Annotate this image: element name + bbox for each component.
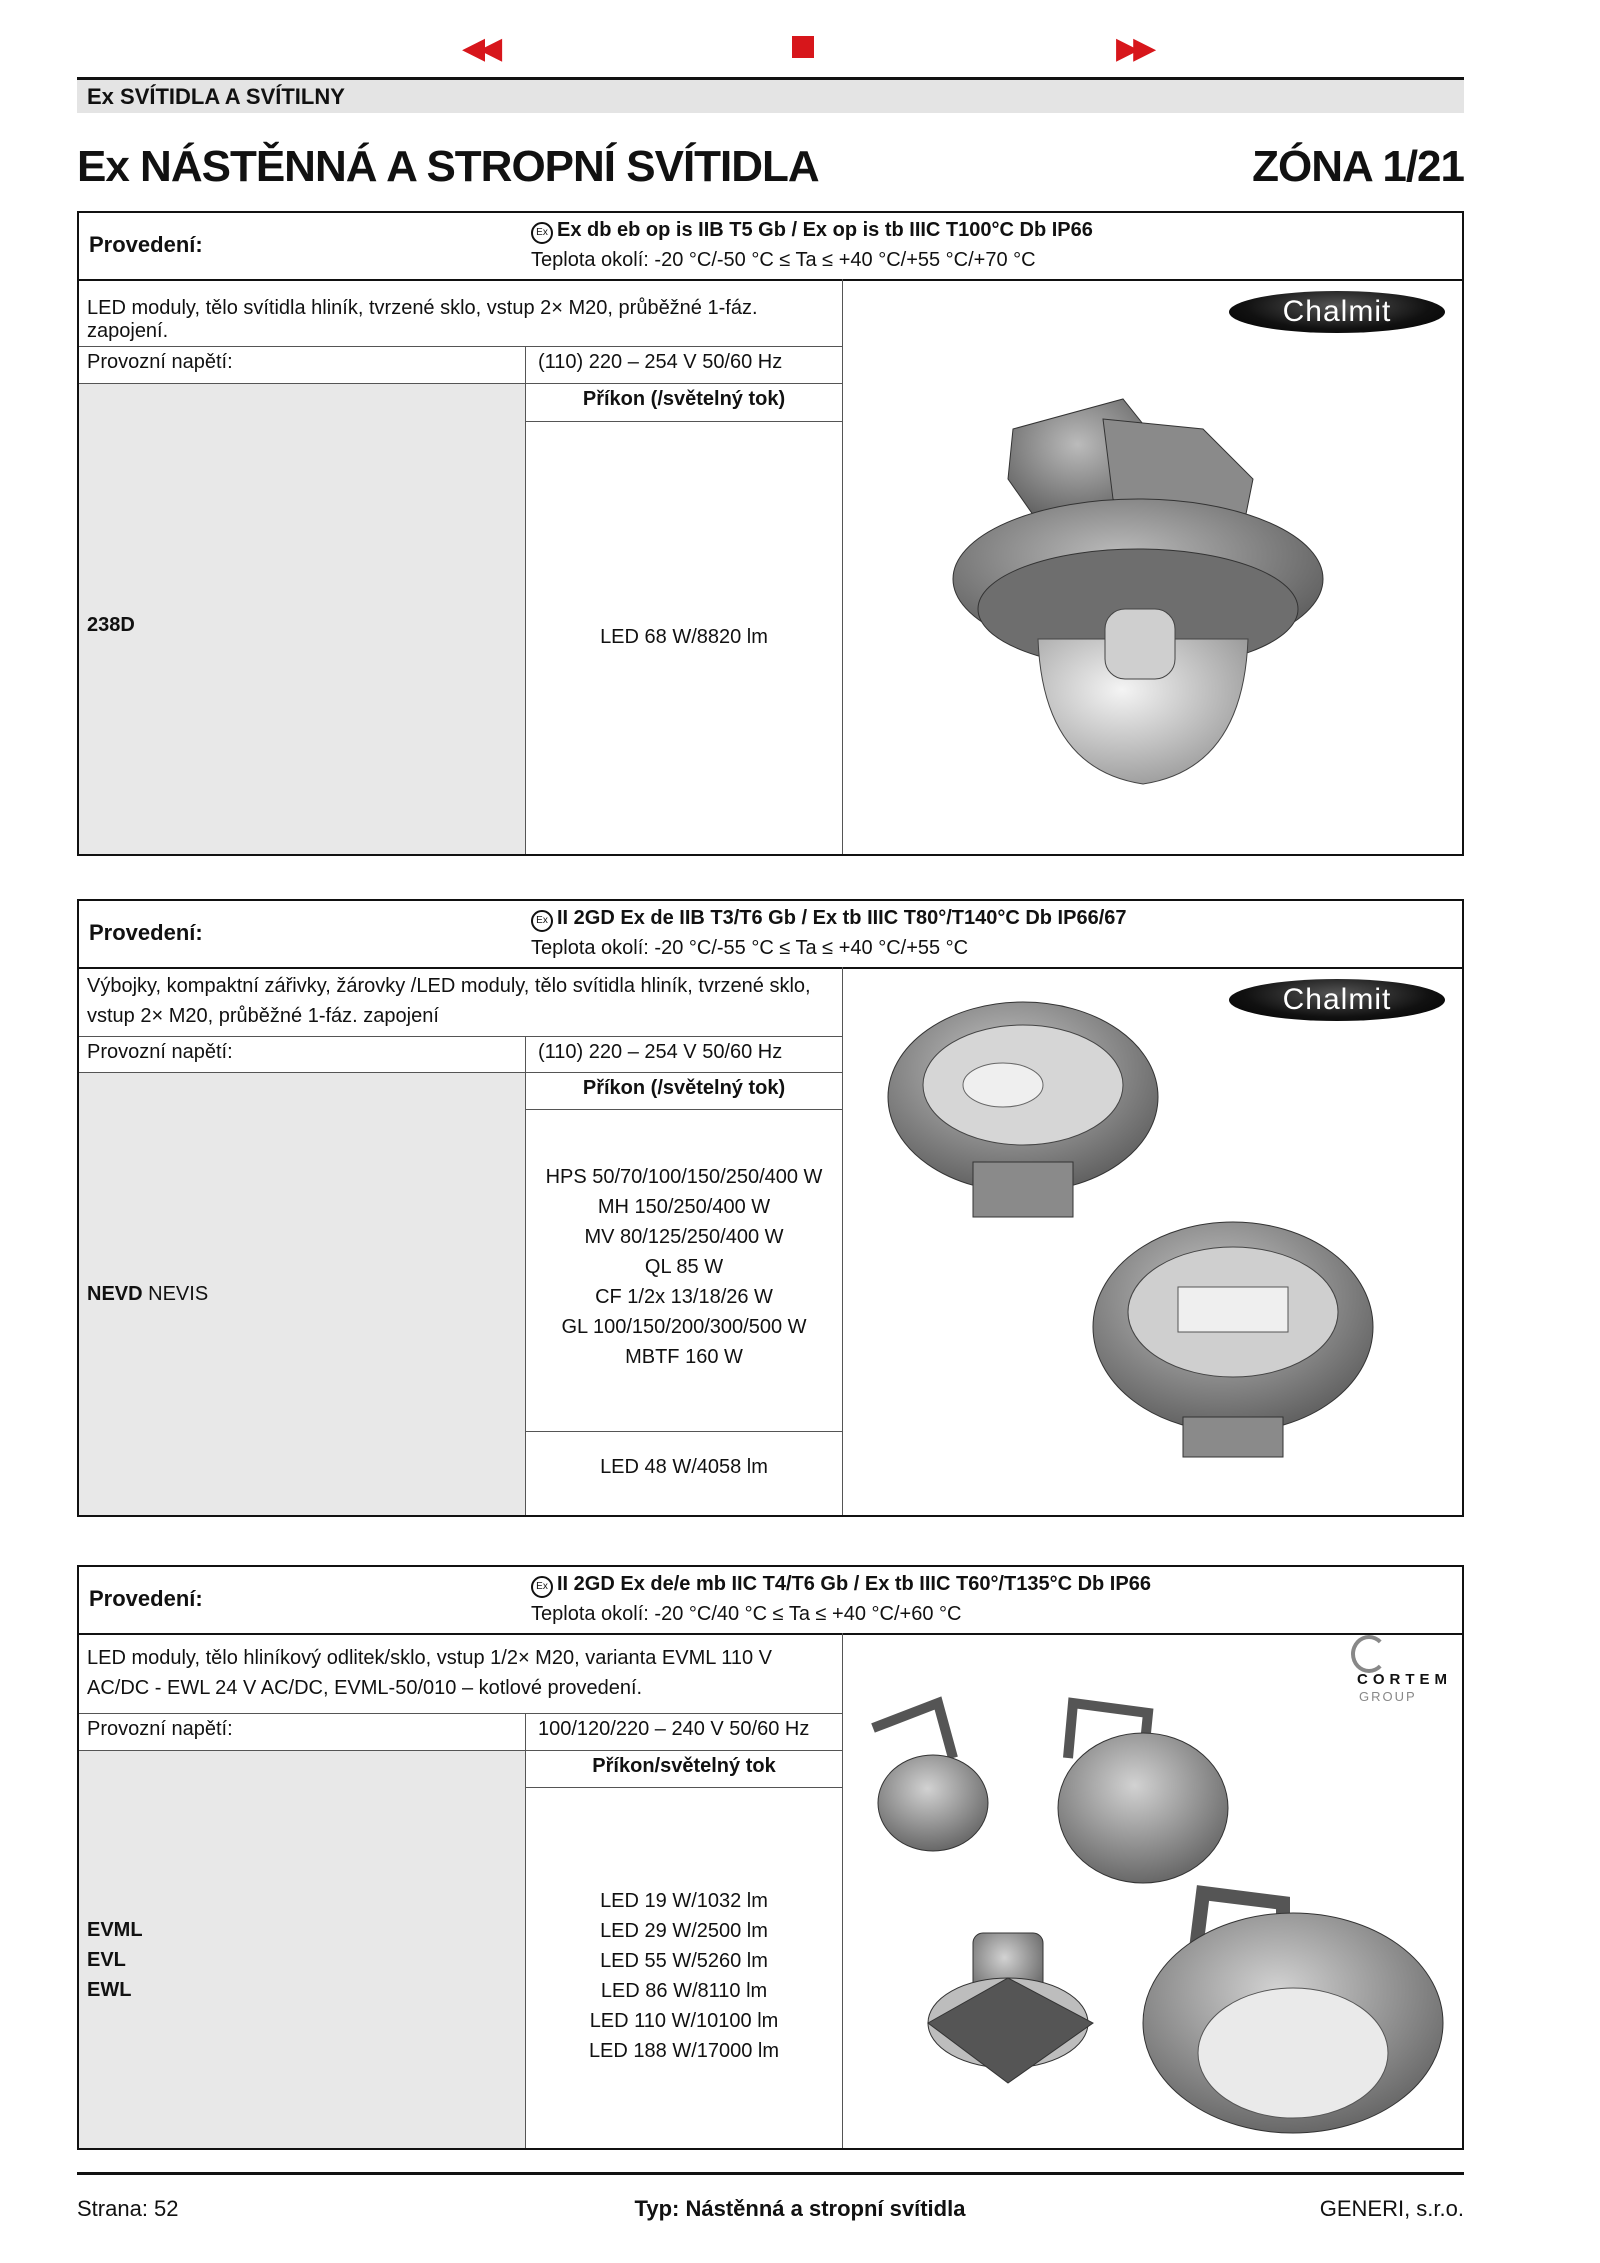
model-cell bbox=[79, 1751, 526, 2148]
voltage-value: (110) 220 – 254 V 50/60 Hz bbox=[526, 347, 843, 384]
provedeni-row bbox=[79, 1567, 1462, 1635]
cert-line-2: Teplota okolí: -20 °C/-50 °C ≤ Ta ≤ +40 °C/+55 °C/+70 °C bbox=[531, 249, 1036, 271]
power-value: LED 55 W/5260 lm bbox=[600, 1950, 768, 1972]
cert-line-2: Teplota okolí: -20 °C/40 °C ≤ Ta ≤ +40 °C/+60 °C bbox=[531, 1603, 962, 1625]
power-value: LED 188 W/17000 lm bbox=[588, 2040, 780, 2062]
ex-mark-icon: Ex bbox=[531, 222, 553, 244]
cert-line-1: II 2GD Ex de/e mb IIC T4/T6 Gb / Ex tb IIIC T60°/T135°C Db IP66 bbox=[557, 1573, 1151, 1595]
ex-mark-icon: Ex bbox=[531, 1576, 553, 1598]
description: Výbojky, kompaktní zářivky, žárovky /LED moduly, tělo svítidla hliník, tvrzené sklo, vstup 2× M20, průběžné 1-fáz. zapojení bbox=[79, 967, 843, 1037]
power-value: MBTF 160 W bbox=[625, 1346, 743, 1368]
power-value: CF 1/2x 13/18/26 W bbox=[595, 1286, 773, 1308]
cert-line-2: Teplota okolí: -20 °C/-55 °C ≤ Ta ≤ +40 °C/+55 °C bbox=[531, 937, 969, 959]
power-value: MV 80/125/250/400 W bbox=[584, 1226, 784, 1248]
voltage-label: Provozní napětí: bbox=[79, 347, 526, 384]
model-code: NEVD bbox=[87, 1283, 143, 1305]
product-238d bbox=[77, 211, 1464, 856]
provedeni-label: Provedení: bbox=[89, 920, 203, 945]
voltage-value: (110) 220 – 254 V 50/60 Hz bbox=[526, 1037, 843, 1073]
page-title: Ex NÁSTĚNNÁ A STROPNÍ SVÍTIDLA bbox=[77, 142, 819, 191]
cortem-logo-icon bbox=[1351, 1635, 1387, 1673]
power-value: LED 29 W/2500 lm bbox=[600, 1920, 768, 1942]
luminaire-238d-image bbox=[843, 279, 1462, 854]
provedeni-row bbox=[79, 213, 1462, 281]
zone-title: ZÓNA 1/21 bbox=[1252, 142, 1464, 191]
voltage-value: 100/120/220 – 240 V 50/60 Hz bbox=[526, 1714, 843, 1751]
product-image-area bbox=[843, 1633, 1462, 2148]
ex-mark-icon: Ex bbox=[531, 910, 553, 932]
chalmit-logo: Chalmit bbox=[1229, 979, 1445, 1021]
power-value: HPS 50/70/100/150/250/400 W bbox=[545, 1166, 823, 1188]
power-value: QL 85 W bbox=[644, 1256, 724, 1278]
power-led: LED 48 W/4058 lm bbox=[526, 1432, 843, 1515]
power-value: MH 150/250/400 W bbox=[597, 1196, 771, 1218]
footer-company: GENERI, s.r.o. bbox=[1319, 2196, 1464, 2221]
model-cell bbox=[79, 384, 526, 854]
power-value: LED 110 W/10100 lm bbox=[589, 2010, 779, 2032]
model-name: EVML bbox=[87, 1919, 143, 1941]
next-page-icon[interactable]: ▶▶ bbox=[1116, 32, 1151, 65]
power-header: Příkon/světelný tok bbox=[526, 1751, 843, 1788]
previous-page-icon[interactable]: ◀◀ bbox=[462, 32, 497, 65]
certification bbox=[531, 1569, 1452, 1629]
provedeni-row bbox=[79, 901, 1462, 969]
product-image-area bbox=[843, 279, 1462, 854]
description: LED moduly, tělo svítidla hliník, tvrzené sklo, vstup 2× M20, průběžné 1-fáz. zapojení. bbox=[79, 279, 843, 347]
product-image-area bbox=[843, 967, 1462, 1515]
luminaire-evml-image bbox=[843, 1633, 1462, 2148]
section-bar: Ex SVÍTIDLA A SVÍTILNY bbox=[77, 80, 1464, 113]
model-name: 238D bbox=[87, 614, 135, 636]
certification bbox=[531, 215, 1452, 275]
power-values bbox=[526, 1788, 843, 2148]
power-header: Příkon (/světelný tok) bbox=[526, 384, 843, 422]
luminaire-nevd-image bbox=[843, 967, 1462, 1515]
cortem-logo: CORTEM bbox=[1357, 1671, 1452, 1688]
product-nevd bbox=[77, 899, 1464, 1517]
model-name bbox=[87, 1283, 208, 1306]
product-evml bbox=[77, 1565, 1464, 2150]
model-name: EVL bbox=[87, 1949, 126, 1971]
cortem-group: GROUP bbox=[1359, 1689, 1417, 1704]
footer-rule bbox=[77, 2172, 1464, 2175]
model-name: EWL bbox=[87, 1979, 132, 2001]
home-square-icon[interactable] bbox=[792, 36, 814, 58]
provedeni-label: Provedení: bbox=[89, 232, 203, 257]
power-value: LED 68 W/8820 lm bbox=[600, 626, 768, 648]
cert-line-1: II 2GD Ex de IIB T3/T6 Gb / Ex tb IIIC T80°/T140°C Db IP66/67 bbox=[557, 907, 1127, 929]
power-header: Příkon (/světelný tok) bbox=[526, 1073, 843, 1110]
power-values bbox=[526, 1110, 843, 1432]
voltage-label: Provozní napětí: bbox=[79, 1714, 526, 1751]
description: LED moduly, tělo hliníkový odlitek/sklo, vstup 1/2× M20, varianta EVML 110 V AC/DC - EWL 24 V AC/DC, EVML-50/010 – kotlové provedení. bbox=[79, 1633, 843, 1714]
power-values bbox=[526, 422, 843, 854]
model-list bbox=[87, 1915, 143, 2005]
power-value: GL 100/150/200/300/500 W bbox=[561, 1316, 807, 1338]
cert-line-1: Ex db eb op is IIB T5 Gb / Ex op is tb IIIC T100°C Db IP66 bbox=[557, 219, 1093, 241]
page-number: Strana: 52 bbox=[77, 2196, 179, 2221]
model-series: NEVIS bbox=[142, 1283, 209, 1305]
provedeni-label: Provedení: bbox=[89, 1586, 203, 1611]
power-value: LED 86 W/8110 lm bbox=[600, 1980, 768, 2002]
certification bbox=[531, 903, 1452, 963]
voltage-label: Provozní napětí: bbox=[79, 1037, 526, 1073]
power-value: LED 19 W/1032 lm bbox=[600, 1890, 768, 1912]
chalmit-logo: Chalmit bbox=[1229, 291, 1445, 333]
model-cell bbox=[79, 1073, 526, 1515]
footer-type: Typ: Nástěnná a stropní svítidla bbox=[634, 2196, 966, 2221]
